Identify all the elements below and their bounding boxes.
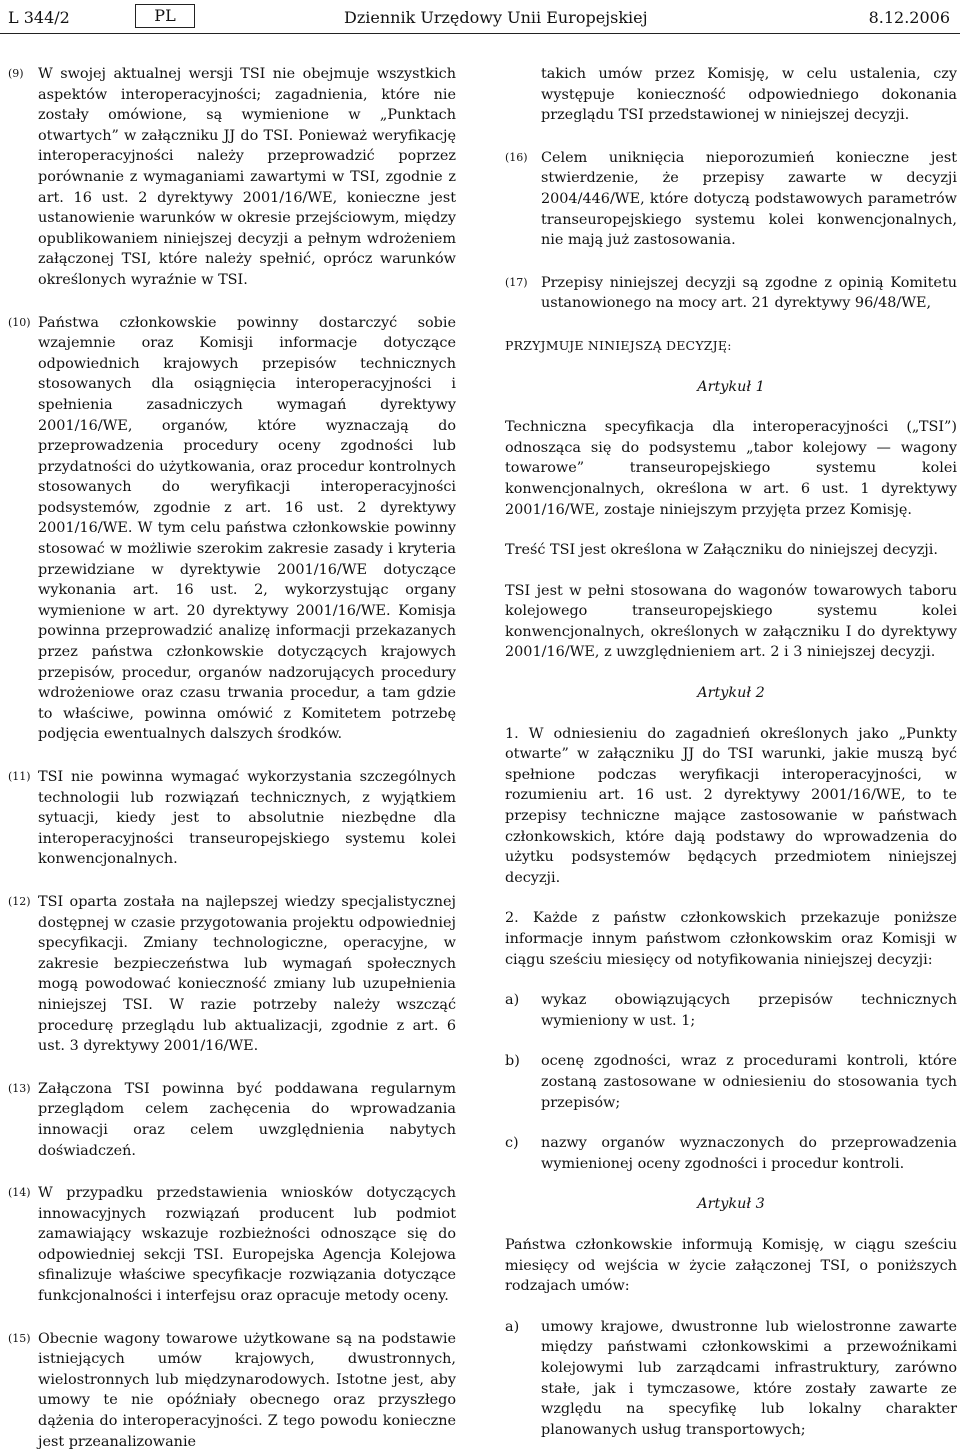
recital-12 bbox=[8, 892, 456, 1057]
recital-11 bbox=[8, 767, 456, 870]
recital-text: takich umów przez Komisję, w celu ustalenia, czy występuje konieczność odpowiedniego dokonania przeglądu TSI przedstawionej w niniejszej decyzji. bbox=[541, 66, 957, 124]
page-header bbox=[0, 0, 960, 34]
list-text: wykaz obowiązujących przepisów technicznych wymieniony w ust. 1; bbox=[541, 992, 957, 1029]
recital-number: (14) bbox=[8, 1186, 31, 1200]
recital-text: TSI oparta została na najlepszej wiedzy specjalistycznej dostępnej w czasie przygotowania projektu odpowiedniej specyfikacji. Zmiany technologiczne, operacyjne, w zakresie bezpieczeństwa lub wymagań społecznych mogą powodować konieczność zmiany lub uzupełnienia niniejszej TSI. W razie potrzeby należy wszcząć procedurę przeglądu lub aktualizacji, zgodnie z art. 6 ust. 3 dyrektywy 2001/16/WE. bbox=[38, 893, 456, 1055]
recital-text: TSI nie powinna wymagać wykorzystania szczególnych technologii lub rozwiązań technicznych, z wyjątkiem sytuacji, kiedy jest to absolutnie niezbędne dla interoperacyjności transeuropejskiego systemu kolei konwencjonalnych. bbox=[38, 769, 456, 868]
recital-text: Celem uniknięcia nieporozumień konieczne jest stwierdzenie, że przepisy zawarte w decyzji 2004/446/WE, które dotyczą podstawowych parametrów transeuropejskiego systemu kolei konwencjonalnych, nie mają już zastosowania. bbox=[541, 149, 957, 249]
recital-number: (12) bbox=[8, 894, 31, 908]
article-1-paragraph: Techniczna specyfikacja dla interoperacyjności („TSI”) odnosząca się do podsystemu „tabor kolejowy — wagony towarowe” transeuropejskiego systemu kolei konwencjonalnych, określona w art. 6 ust. 1 dyrektywy 2001/16/WE, zostaje niniejszym przyjęta przez Komisję. bbox=[505, 419, 957, 518]
list-text: ocenę zgodności, wraz z procedurami kontroli, które zostaną zastosowane w odniesieniu do stosowania tych przepisów; bbox=[541, 1053, 957, 1111]
decision-heading: PRZYJMUJE NINIEJSZĄ DECYZJĘ: bbox=[505, 337, 732, 353]
article-1-title: Artykuł 1 bbox=[697, 378, 765, 395]
article-2-paragraph: 2. Każde z państw członkowskich przekazuje poniższe informacje innym państwom członkowskim oraz Komisji w ciągu sześciu miesięcy od notyfikowania niniejszej decyzji: bbox=[505, 910, 957, 968]
list-label: a) bbox=[505, 992, 520, 1009]
list-label: a) bbox=[505, 1318, 520, 1335]
recital-number: (9) bbox=[8, 67, 24, 80]
left-column bbox=[8, 64, 456, 1452]
journal-title: Dziennik Urzędowy Unii Europejskiej bbox=[344, 8, 648, 27]
list-item bbox=[505, 1317, 957, 1441]
article-3-paragraph: Państwa członkowskie informują Komisję, w ciągu sześciu miesięcy od wejścia w życie załączonej TSI, o poniższych rodzajach umów: bbox=[505, 1236, 957, 1295]
article-1-paragraph: Treść TSI jest określona w Załączniku do niniejszej decyzji. bbox=[505, 542, 938, 559]
recital-text: Obecnie wagony towarowe użytkowane są na podstawie istniejących umów krajowych, dwustronnych, wielostronnych lub międzynarodowych. Istotne jest, aby umowy te nie opóźniały obecnego oraz przyszłego dążenia do interoperacyjności. Z tego powodu konieczne jest przeanalizowanie bbox=[38, 1330, 456, 1450]
recital-number: (11) bbox=[8, 770, 31, 783]
article-2-title: Artykuł 2 bbox=[697, 685, 765, 702]
page-number: L 344/2 bbox=[8, 8, 70, 27]
recital-text: Państwa członkowskie powinny dostarczyć sobie wzajemnie oraz Komisji informacje dotyczące odpowiednich krajowych przepisów technicznych stosowanych dla osiągnięcia interoperacyjności i spełnienia zasadniczych wymagań dyrektywy 2001/16/WE, organów, które wyznaczają do przeprowadzenia procedury oceny zgodności lub przydatności do użytkowania, oraz procedur kontrolnych stosowanych do weryfikacji interoperacyjności podsystemów, zgodnie z art. 16 ust. 2 dyrektywy 2001/16/WE. W tym celu państwa członkowskie powinny stosować w możliwie szerokim zakresie zasady i kryteria przewidziane w dyrektywie 2001/16/WE dotyczące wykonania art. 16 ust. 2, wykorzystując organy wymienione w art. 20 dyrektywy 2001/16/WE. Komisja powinna przeprowadzić analizę informacji przekazanych przez państwa członkowskie dotyczących krajowych przepisów, procedur, organów nadzorujących procedury wdrożeniowe oraz czasu trwania procedur, a tam gdzie to właściwe, powinna omówić z Komitetem potrzebę podjęcia ewentualnych dalszych środków. bbox=[38, 314, 456, 743]
recital-number: (17) bbox=[505, 275, 528, 289]
recital-15 bbox=[8, 1329, 456, 1452]
list-item bbox=[505, 990, 957, 1031]
recital-13 bbox=[8, 1079, 456, 1161]
right-column bbox=[505, 64, 957, 1440]
recital-number: (15) bbox=[8, 1331, 31, 1345]
recital-15-continuation bbox=[505, 64, 957, 126]
list-label: b) bbox=[505, 1053, 520, 1070]
article-2-paragraph: 1. W odniesieniu do zagadnień określonych jako „Punkty otwarte” w załączniku JJ do TSI warunki, jakie muszą być spełnione podczas weryfikacji interoperacyjności, w rozumieniu art. 16 ust. 2 dyrektywy 2001/16/WE, to te przepisy techniczne mające zastosowanie w państwach członkowskich, które dają podstawy do wprowadzenia do użytku podsystemów będących przedmiotem niniejszej decyzji. bbox=[505, 725, 957, 886]
recital-number: (10) bbox=[8, 315, 31, 329]
language-box: PL bbox=[135, 4, 195, 28]
list-item bbox=[505, 1051, 957, 1113]
recital-10 bbox=[8, 313, 456, 745]
article-3-title: Artykuł 3 bbox=[697, 1196, 765, 1213]
article-1-paragraph: TSI jest w pełni stosowana do wagonów towarowych taboru kolejowego transeuropejskiego systemu kolei konwencjonalnych, określonych w załączniku I do dyrektywy 2001/16/WE, z uwzględnieniem art. 2 i 3 niniejszej decyzji. bbox=[505, 582, 957, 661]
publication-date: 8.12.2006 bbox=[868, 8, 950, 27]
list-label: c) bbox=[505, 1135, 519, 1152]
recital-text: W swojej aktualnej wersji TSI nie obejmuje wszystkich aspektów interoperacyjności; zagadnienia, które nie zostały omówione, są wymienione w „Punktach otwartych” w załączniku JJ do TSI. Ponieważ weryfikację interoperacyjności należy przeprowadzić poprzez porównanie z wymaganiami zawartymi w TSI, zgodnie z art. 16 ust. 2 dyrektywy 2001/16/WE, konieczne jest ustanowienie warunków w okresie przejściowym, między opublikowaniem niniejszej decyzji a pełnym wdrożeniem załączonej TSI, które należy spełnić, oprócz warunków określonych wyraźnie w TSI. bbox=[38, 66, 456, 288]
recital-number: (16) bbox=[505, 150, 528, 164]
list-text: nazwy organów wyznaczonych do przeprowadzenia wymienionej oceny zgodności i procedur kontroli. bbox=[541, 1135, 957, 1172]
list-text: umowy krajowe, dwustronne lub wielostronne zawarte między państwami członkowskimi a przewoźnikami kolejowymi lub zarządcami infrastruktury, zarówno stałe, jak i tymczasowe, które zostały zawarte ze względu na specyfikę lub lokalny charakter planowanych usług transportowych; bbox=[541, 1318, 957, 1438]
recital-17 bbox=[505, 273, 957, 314]
recital-text: W przypadku przedstawienia wniosków dotyczących innowacyjnych rozwiązań producent lub podmiot zamawiający wskazuje rozbieżności odnoszące się do odpowiedniej sekcji TSI. Europejska Agencja Kolejowa sfinalizuje właściwe specyfikacje rozwiązania dotyczące funkcjonalności i interfejsu oraz opracuje metody oceny. bbox=[38, 1185, 456, 1305]
recital-number: (13) bbox=[8, 1081, 31, 1095]
recital-16 bbox=[505, 148, 957, 251]
recital-text: Przepisy niniejszej decyzji są zgodne z opinią Komitetu ustanowionego na mocy art. 21 dyrektywy 96/48/WE, bbox=[541, 274, 957, 312]
recital-text: Załączona TSI powinna być poddawana regularnym przeglądom celem zachęcenia do wprowadzania innowacji oraz celem uwzględnienia nabytych doświadczeń. bbox=[38, 1080, 456, 1159]
header-rule bbox=[0, 33, 960, 34]
recital-9 bbox=[8, 64, 456, 291]
list-item bbox=[505, 1133, 957, 1174]
recital-14 bbox=[8, 1183, 456, 1307]
